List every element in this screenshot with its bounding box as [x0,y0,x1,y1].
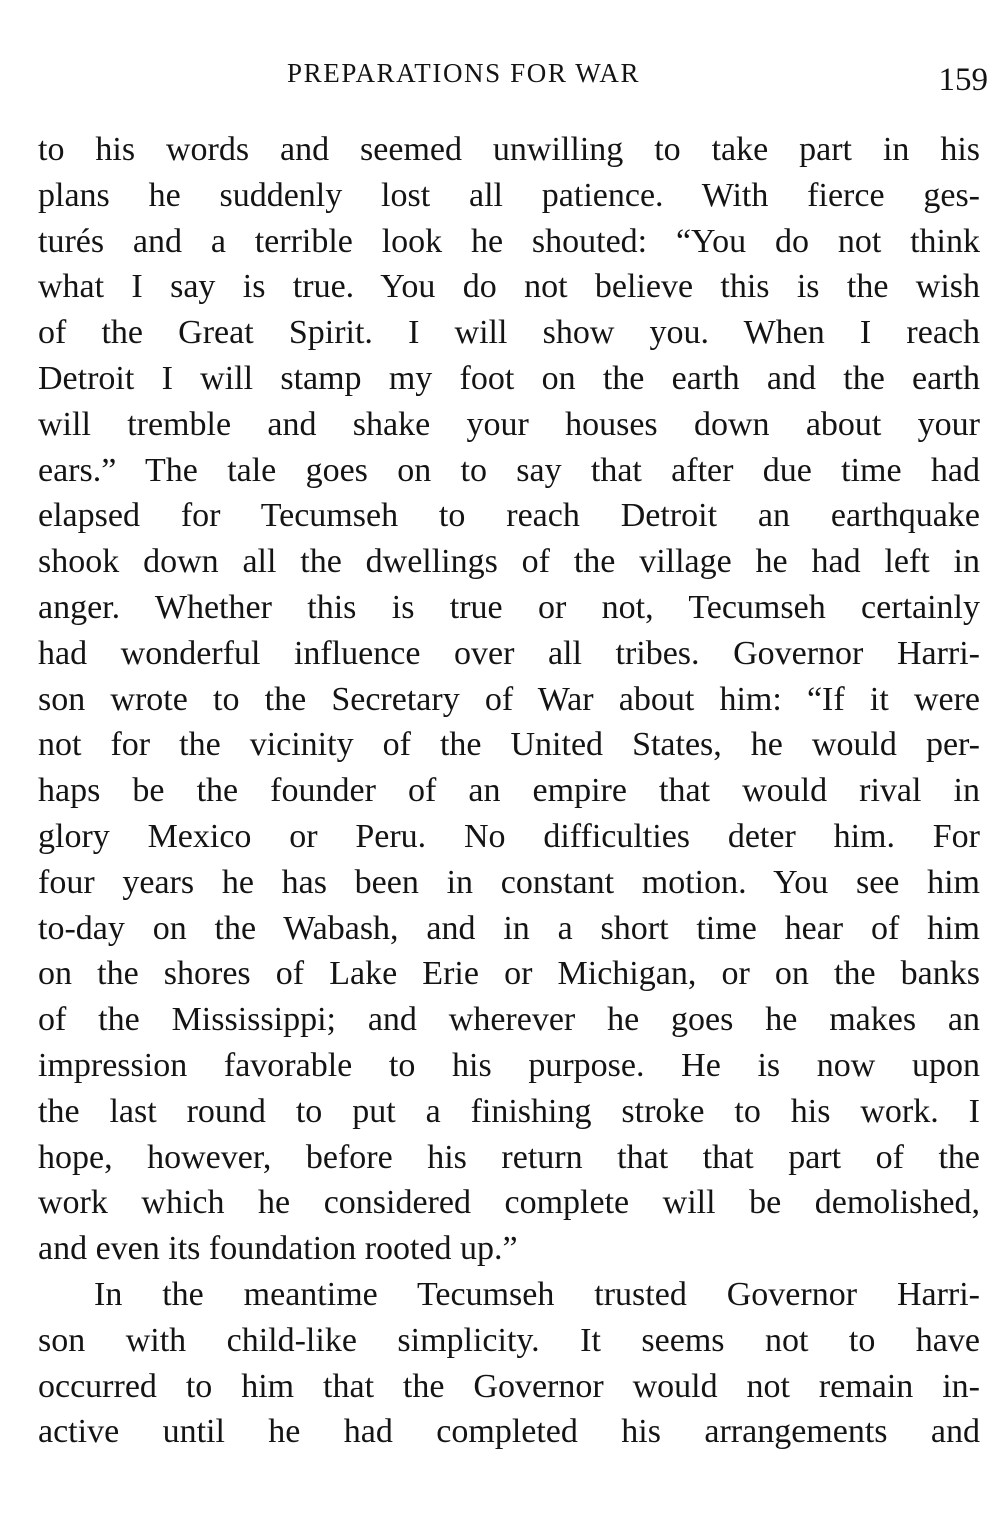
text-line: In the meantime Tecumseh trusted Governor Harri- [94,1275,980,1313]
text-line: and even its foundation rooted up.” [38,1230,518,1268]
running-title: PREPARATIONS FOR WAR [287,58,641,88]
page-number: 159 [938,62,988,98]
text-line: elapsed for Tecumseh to reach Detroit an earthquake [38,497,980,535]
text-line: impression favorable to his purpose. He is now upon [38,1046,980,1084]
text-line: work which he considered complete will be demolished, [38,1184,980,1222]
text-line: had wonderful influence over all tribes. Governor Harri- [38,634,980,672]
text-line: son with child-like simplicity. It seems not to have [38,1321,980,1359]
text-line: the last round to put a finishing stroke to his work. I [38,1092,980,1130]
text-line: shook down all the dwellings of the village he had left in [38,543,980,581]
text-line: to-day on the Wabash, and in a short time hear of him [38,909,980,947]
text-line: not for the vicinity of the United States, he would per- [38,726,980,764]
text-line: son wrote to the Secretary of War about him: “If it were [38,680,980,718]
text-line: anger. Whether this is true or not, Tecumseh certainly [38,588,980,626]
text-line: of the Mississippi; and wherever he goes he makes an [38,1001,980,1039]
text-line: of the Great Spirit. I will show you. When I reach [38,314,980,352]
text-line: on the shores of Lake Erie or Michigan, or on the banks [38,955,980,993]
text-line: hope, however, before his return that that part of the [38,1138,980,1176]
text-line: plans he suddenly lost all patience. With fierce ges- [38,176,980,214]
text-line: haps be the founder of an empire that would rival in [38,772,980,810]
text-line: what I say is true. You do not believe this is the wish [38,268,980,306]
text-line: to his words and seemed unwilling to take part in his [38,131,980,168]
text-line: will tremble and shake your houses down about your [38,405,980,443]
text-line: turés and a terrible look he shouted: “You do not think [38,222,980,260]
text-line: four years he has been in constant motion. You see him [38,863,980,901]
text-line: active until he had completed his arrangements and [38,1413,980,1451]
text-line: glory Mexico or Peru. No difficulties deter him. For [38,817,980,855]
text-line: occurred to him that the Governor would not remain in- [38,1367,980,1405]
body-text [38,127,980,1455]
running-head [0,58,1000,98]
text-line: Detroit I will stamp my foot on the earth and the earth [38,359,980,397]
text-line: ears.” The tale goes on to say that after due time had [38,451,980,489]
